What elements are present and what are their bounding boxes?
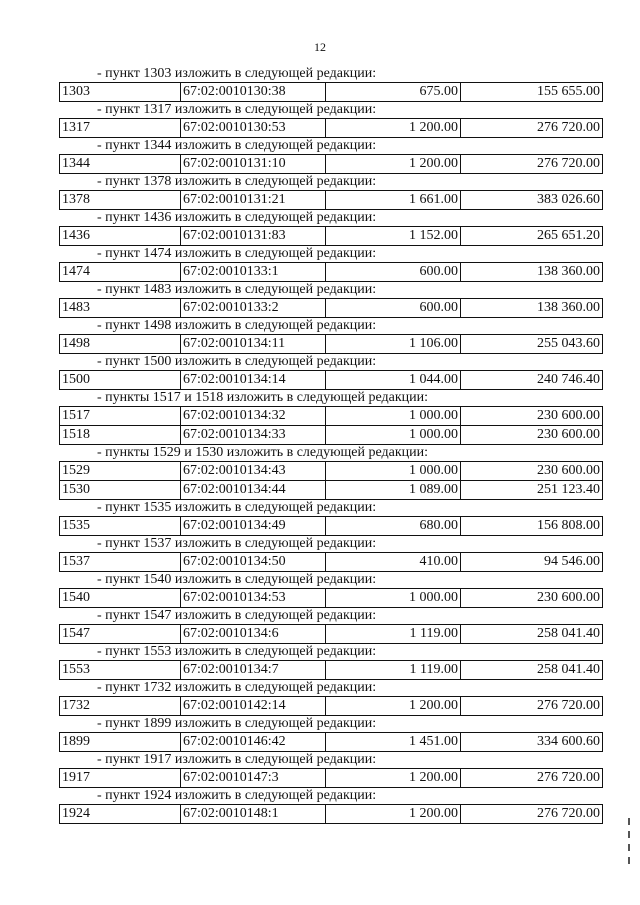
table-row (60, 371, 603, 390)
amendment-block (59, 608, 604, 644)
area-cell: 1 000.00 (326, 589, 461, 608)
area-cell: 1 119.00 (326, 661, 461, 680)
amendment-table (59, 262, 603, 282)
table-row (60, 462, 603, 481)
amendment-heading: - пункт 1553 изложить в следующей редакции: (97, 644, 377, 659)
amendment-heading: - пункт 1540 изложить в следующей редакции: (97, 572, 377, 587)
item-number-cell: 1500 (60, 371, 181, 390)
amendment-table (59, 226, 603, 246)
item-number-cell: 1732 (60, 697, 181, 716)
amendment-heading: - пункт 1436 изложить в следующей редакции: (97, 210, 377, 225)
amendment-table (59, 190, 603, 210)
area-cell: 1 451.00 (326, 733, 461, 752)
item-number-cell: 1547 (60, 625, 181, 644)
item-number-cell: 1537 (60, 553, 181, 572)
table-row (60, 625, 603, 644)
table-row (60, 227, 603, 246)
item-number-cell: 1518 (60, 426, 181, 445)
amendment-heading: - пункт 1483 изложить в следующей редакции: (97, 282, 377, 297)
scan-mark (628, 818, 630, 825)
cadastral-number-cell: 67:02:0010134:50 (181, 553, 326, 572)
cadastral-number-cell: 67:02:0010134:49 (181, 517, 326, 536)
cadastral-value-cell: 94 546.00 (461, 553, 603, 572)
area-cell: 1 200.00 (326, 697, 461, 716)
cadastral-value-cell: 138 360.00 (461, 263, 603, 282)
cadastral-number-cell: 67:02:0010134:33 (181, 426, 326, 445)
table-row (60, 426, 603, 445)
cadastral-value-cell: 265 651.20 (461, 227, 603, 246)
table-row (60, 733, 603, 752)
item-number-cell: 1517 (60, 407, 181, 426)
area-cell: 1 119.00 (326, 625, 461, 644)
area-cell: 1 200.00 (326, 119, 461, 138)
area-cell: 1 089.00 (326, 481, 461, 500)
amendment-block (59, 572, 604, 608)
item-number-cell: 1530 (60, 481, 181, 500)
cadastral-number-cell: 67:02:0010133:2 (181, 299, 326, 318)
cadastral-number-cell: 67:02:0010147:3 (181, 769, 326, 788)
amendment-table (59, 624, 603, 644)
area-cell: 1 152.00 (326, 227, 461, 246)
amendment-heading: - пункт 1344 изложить в следующей редакции: (97, 138, 377, 153)
amendment-block (59, 390, 604, 445)
amendment-table (59, 118, 603, 138)
item-number-cell: 1436 (60, 227, 181, 246)
amendment-heading: - пункт 1303 изложить в следующей редакции: (97, 66, 377, 81)
amendment-table (59, 154, 603, 174)
amendment-heading: - пункт 1917 изложить в следующей редакции: (97, 752, 377, 767)
item-number-cell: 1529 (60, 462, 181, 481)
amendment-block (59, 354, 604, 390)
item-number-cell: 1540 (60, 589, 181, 608)
table-row (60, 697, 603, 716)
area-cell: 675.00 (326, 83, 461, 102)
item-number-cell: 1483 (60, 299, 181, 318)
area-cell: 1 106.00 (326, 335, 461, 354)
cadastral-number-cell: 67:02:0010134:6 (181, 625, 326, 644)
amendment-table (59, 732, 603, 752)
amendment-block (59, 246, 604, 282)
table-row (60, 407, 603, 426)
cadastral-number-cell: 67:02:0010146:42 (181, 733, 326, 752)
amendment-table (59, 298, 603, 318)
amendment-table (59, 552, 603, 572)
area-cell: 1 200.00 (326, 155, 461, 174)
amendment-block (59, 680, 604, 716)
cadastral-number-cell: 67:02:0010134:32 (181, 407, 326, 426)
cadastral-value-cell: 251 123.40 (461, 481, 603, 500)
table-row (60, 191, 603, 210)
amendment-heading: - пункт 1474 изложить в следующей редакции: (97, 246, 377, 261)
amendment-table (59, 461, 603, 500)
table-row (60, 335, 603, 354)
area-cell: 1 000.00 (326, 407, 461, 426)
amendment-block (59, 282, 604, 318)
cadastral-number-cell: 67:02:0010134:43 (181, 462, 326, 481)
cadastral-number-cell: 67:02:0010131:21 (181, 191, 326, 210)
amendment-table (59, 334, 603, 354)
table-row (60, 481, 603, 500)
item-number-cell: 1344 (60, 155, 181, 174)
area-cell: 1 661.00 (326, 191, 461, 210)
cadastral-value-cell: 138 360.00 (461, 299, 603, 318)
item-number-cell: 1303 (60, 83, 181, 102)
amendment-block (59, 318, 604, 354)
item-number-cell: 1378 (60, 191, 181, 210)
amendment-block (59, 445, 604, 500)
amendment-heading: - пункт 1547 изложить в следующей редакции: (97, 608, 377, 623)
item-number-cell: 1917 (60, 769, 181, 788)
table-row (60, 769, 603, 788)
area-cell: 680.00 (326, 517, 461, 536)
cadastral-value-cell: 230 600.00 (461, 589, 603, 608)
amendment-heading: - пункт 1899 изложить в следующей редакции: (97, 716, 377, 731)
cadastral-value-cell: 276 720.00 (461, 697, 603, 716)
table-row (60, 299, 603, 318)
area-cell: 1 200.00 (326, 769, 461, 788)
amendment-table (59, 660, 603, 680)
item-number-cell: 1553 (60, 661, 181, 680)
amendment-block (59, 210, 604, 246)
table-row (60, 263, 603, 282)
amendment-heading: - пункт 1924 изложить в следующей редакции: (97, 788, 377, 803)
cadastral-number-cell: 67:02:0010134:11 (181, 335, 326, 354)
amendments-list (59, 66, 604, 824)
cadastral-number-cell: 67:02:0010130:53 (181, 119, 326, 138)
amendment-table (59, 696, 603, 716)
amendment-block (59, 752, 604, 788)
scan-mark (628, 857, 630, 864)
scan-mark (628, 831, 630, 838)
amendment-heading: - пункт 1500 изложить в следующей редакции: (97, 354, 377, 369)
area-cell: 1 000.00 (326, 462, 461, 481)
cadastral-value-cell: 156 808.00 (461, 517, 603, 536)
amendment-heading: - пункты 1517 и 1518 изложить в следующей редакции: (97, 390, 429, 405)
area-cell: 600.00 (326, 263, 461, 282)
area-cell: 600.00 (326, 299, 461, 318)
page-number: 12 (314, 40, 326, 54)
amendment-block (59, 788, 604, 824)
amendment-heading: - пункт 1317 изложить в следующей редакции: (97, 102, 377, 117)
table-row (60, 661, 603, 680)
item-number-cell: 1899 (60, 733, 181, 752)
amendment-heading: - пункт 1498 изложить в следующей редакции: (97, 318, 377, 333)
area-cell: 1 000.00 (326, 426, 461, 445)
table-row (60, 553, 603, 572)
cadastral-value-cell: 258 041.40 (461, 661, 603, 680)
cadastral-number-cell: 67:02:0010134:53 (181, 589, 326, 608)
table-row (60, 805, 603, 824)
cadastral-number-cell: 67:02:0010142:14 (181, 697, 326, 716)
cadastral-number-cell: 67:02:0010134:7 (181, 661, 326, 680)
amendment-block (59, 102, 604, 138)
cadastral-number-cell: 67:02:0010130:38 (181, 83, 326, 102)
table-row (60, 589, 603, 608)
area-cell: 1 200.00 (326, 805, 461, 824)
item-number-cell: 1924 (60, 805, 181, 824)
cadastral-number-cell: 67:02:0010134:14 (181, 371, 326, 390)
cadastral-value-cell: 240 746.40 (461, 371, 603, 390)
cadastral-number-cell: 67:02:0010133:1 (181, 263, 326, 282)
cadastral-value-cell: 258 041.40 (461, 625, 603, 644)
item-number-cell: 1535 (60, 517, 181, 536)
table-row (60, 517, 603, 536)
amendment-heading: - пункты 1529 и 1530 изложить в следующей редакции: (97, 445, 429, 460)
table-row (60, 119, 603, 138)
amendment-block (59, 536, 604, 572)
item-number-cell: 1474 (60, 263, 181, 282)
table-row (60, 83, 603, 102)
amendment-table (59, 588, 603, 608)
cadastral-value-cell: 383 026.60 (461, 191, 603, 210)
amendment-block (59, 644, 604, 680)
amendment-heading: - пункт 1378 изложить в следующей редакции: (97, 174, 377, 189)
amendment-table (59, 804, 603, 824)
area-cell: 1 044.00 (326, 371, 461, 390)
area-cell: 410.00 (326, 553, 461, 572)
amendment-table (59, 516, 603, 536)
amendment-block (59, 174, 604, 210)
amendment-block (59, 716, 604, 752)
amendment-block (59, 138, 604, 174)
scan-mark (628, 844, 630, 851)
cadastral-number-cell: 67:02:0010134:44 (181, 481, 326, 500)
cadastral-value-cell: 334 600.60 (461, 733, 603, 752)
cadastral-value-cell: 276 720.00 (461, 805, 603, 824)
amendment-table (59, 82, 603, 102)
cadastral-value-cell: 230 600.00 (461, 426, 603, 445)
table-row (60, 155, 603, 174)
amendment-table (59, 370, 603, 390)
amendment-table (59, 406, 603, 445)
amendment-heading: - пункт 1732 изложить в следующей редакции: (97, 680, 377, 695)
amendment-block (59, 500, 604, 536)
item-number-cell: 1498 (60, 335, 181, 354)
cadastral-value-cell: 155 655.00 (461, 83, 603, 102)
cadastral-value-cell: 276 720.00 (461, 769, 603, 788)
amendment-table (59, 768, 603, 788)
cadastral-number-cell: 67:02:0010131:10 (181, 155, 326, 174)
cadastral-value-cell: 230 600.00 (461, 462, 603, 481)
margin-scan-marks (628, 818, 632, 878)
amendment-heading: - пункт 1537 изложить в следующей редакции: (97, 536, 377, 551)
cadastral-value-cell: 255 043.60 (461, 335, 603, 354)
cadastral-number-cell: 67:02:0010148:1 (181, 805, 326, 824)
cadastral-value-cell: 230 600.00 (461, 407, 603, 426)
amendment-heading: - пункт 1535 изложить в следующей редакции: (97, 500, 377, 515)
cadastral-value-cell: 276 720.00 (461, 155, 603, 174)
cadastral-value-cell: 276 720.00 (461, 119, 603, 138)
cadastral-number-cell: 67:02:0010131:83 (181, 227, 326, 246)
amendment-block (59, 66, 604, 102)
item-number-cell: 1317 (60, 119, 181, 138)
